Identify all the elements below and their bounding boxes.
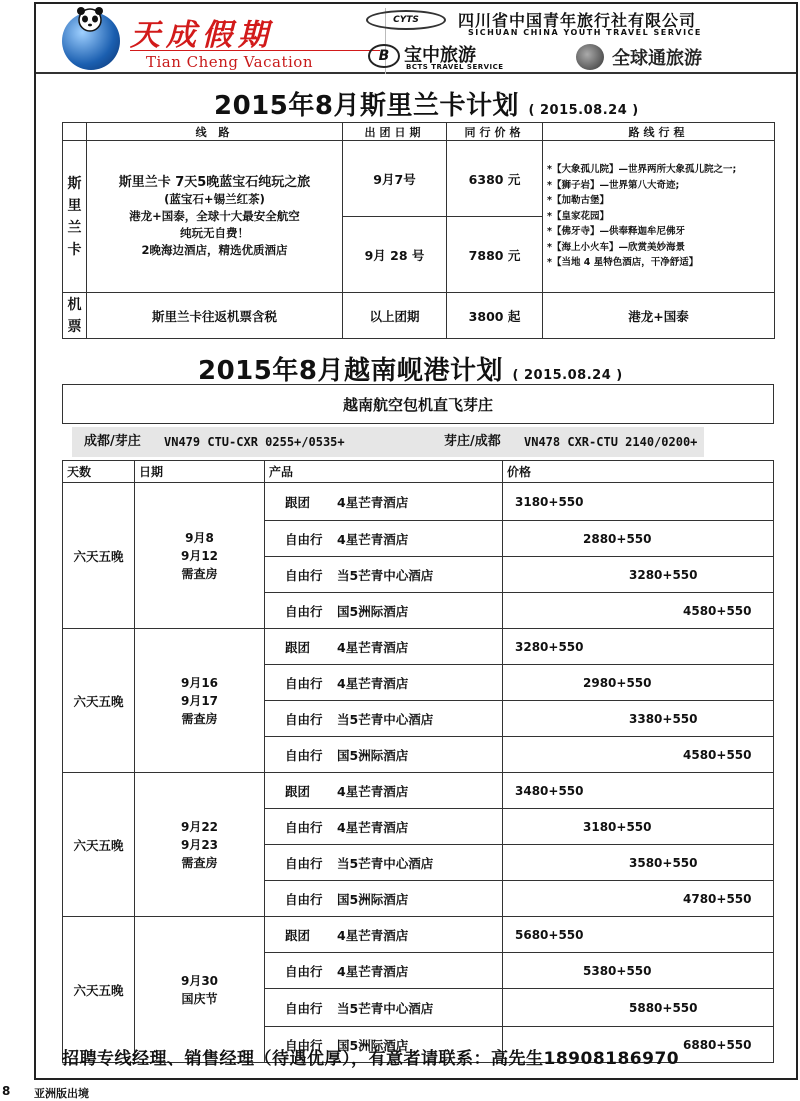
price-cell: 3180+550 — [503, 483, 774, 521]
srilanka-route: 斯里兰卡 7天5晚蓝宝石纯玩之旅 (蓝宝石+锡兰红茶) 港龙+国泰，全球十大最安全航空 纯玩无自费！ 2晚海边酒店，精选优质酒店 — [87, 141, 343, 293]
product-cell — [265, 593, 503, 629]
brand-divider — [130, 50, 380, 51]
srilanka-date: ( 2015.08.24 ) — [528, 103, 639, 118]
product-cell — [265, 483, 503, 521]
duration-cell: 六天五晚 — [63, 629, 135, 773]
hotel-name: 4星芒青酒店 — [337, 494, 409, 510]
price-cell: 5380+550 — [503, 953, 774, 989]
hotel-name: 国5洲际酒店 — [337, 603, 409, 619]
tour-type: 跟团 — [285, 494, 311, 510]
departure-date: 9月7号 — [343, 141, 447, 217]
hotel-name: 4星芒青酒店 — [337, 927, 409, 943]
magazine-name: 亚洲版出境 — [34, 1087, 89, 1100]
cyts-name-en: SICHUAN CHINA YOUTH TRAVEL SERVICE — [468, 28, 702, 37]
hotel-name: 国5洲际酒店 — [337, 1037, 409, 1053]
departure-date: 9月 28 号 — [343, 217, 447, 293]
product-cell — [265, 917, 503, 953]
date-line: 9月30 — [180, 973, 219, 988]
price-cell: 6880+550 — [503, 1027, 774, 1063]
vietnam-date: ( 2015.08.24 ) — [512, 368, 623, 383]
cyts-name-cn: 四川省中国青年旅行社有限公司 — [458, 11, 697, 30]
srilanka-header-route: 线 路 — [87, 123, 343, 141]
recruit-notice: 招聘专线经理、销售经理（待遇优厚），有意者请联系：高先生18908186970 — [62, 1049, 680, 1069]
flight-info-bar — [72, 427, 704, 457]
hotel-name: 4星芒青酒店 — [337, 819, 409, 835]
global-travel-name: 全球通旅游 — [612, 48, 702, 69]
srilanka-header-date: 出团日期 — [343, 123, 447, 141]
flight-out: VN479 CTU-CXR 0255+/0535+ — [164, 435, 345, 449]
hotel-name: 国5洲际酒店 — [337, 891, 409, 907]
tour-type: 自由行 — [285, 1000, 323, 1016]
tour-type: 自由行 — [285, 603, 323, 619]
srilanka-table — [62, 122, 775, 339]
product-cell — [265, 737, 503, 773]
tour-type: 跟团 — [285, 927, 311, 943]
price-cell: 3380+550 — [503, 701, 774, 737]
ticket-date: 以上团期 — [343, 293, 447, 339]
global-travel-logo-icon — [576, 44, 604, 70]
srilanka-header-blank — [63, 123, 87, 141]
tour-type: 自由行 — [285, 1037, 323, 1053]
hotel-name: 4星芒青酒店 — [337, 783, 409, 799]
hotel-name: 当5芒青中心酒店 — [337, 711, 434, 727]
price-cell: 3180+550 — [503, 809, 774, 845]
product-cell — [265, 989, 503, 1027]
dates-cell — [135, 629, 265, 773]
dates-cell — [135, 773, 265, 917]
tour-type: 自由行 — [285, 855, 323, 871]
srilanka-title — [214, 85, 639, 122]
route-main: 斯里兰卡 7天5晚蓝宝石纯玩之旅 — [118, 175, 311, 190]
tour-type: 自由行 — [285, 747, 323, 763]
date-line: 9月8 — [185, 530, 214, 545]
product-cell — [265, 809, 503, 845]
price-cell: 3280+550 — [503, 557, 774, 593]
table-row — [63, 483, 774, 521]
duration-cell: 六天五晚 — [63, 483, 135, 629]
product-cell — [265, 629, 503, 665]
tour-type: 自由行 — [285, 819, 323, 835]
dates-cell — [135, 483, 265, 629]
vietnam-subtitle: 越南航空包机直飞芽庄 — [62, 384, 774, 424]
srilanka-header-row — [63, 123, 775, 141]
dates-cell — [135, 917, 265, 1063]
tour-type: 跟团 — [285, 783, 311, 799]
hotel-name: 国5洲际酒店 — [337, 747, 409, 763]
price-cell: 2980+550 — [503, 665, 774, 701]
price-cell: 3480+550 — [503, 773, 774, 809]
duration-cell: 六天五晚 — [63, 773, 135, 917]
srilanka-itinerary: *【大象孤儿院】—世界两所大象孤儿院之一; *【狮子岩】—世界第八大奇迹; *【加勒古堡】 *【皇家花园】 *【佛牙寺】—供奉释迦牟尼佛牙 *【海上小火车】—欣赏美妙海景 *【当地 4 星特色酒店，干净舒适】 — [543, 141, 775, 293]
header-banner — [36, 4, 796, 74]
date-line: 9月22 — [180, 819, 219, 834]
vietnam-header-days: 天数 — [63, 461, 135, 483]
ticket-route: 斯里兰卡往返机票含税 — [87, 293, 343, 339]
duration-cell: 六天五晚 — [63, 917, 135, 1063]
tour-type: 跟团 — [285, 639, 311, 655]
vietnam-title — [198, 350, 623, 387]
price-cell: 5680+550 — [503, 917, 774, 953]
panda-mascot-icon — [72, 6, 108, 34]
table-row — [63, 917, 774, 953]
ticket-label: 机 票 — [63, 293, 87, 339]
product-cell — [265, 665, 503, 701]
date-line: 9月17 — [180, 693, 219, 708]
hotel-name: 4星芒青酒店 — [337, 675, 409, 691]
departure-price: 6380 元 — [447, 141, 543, 217]
hotel-name: 当5芒青中心酒店 — [337, 1000, 434, 1016]
flight-back-route: 芽庄/成都 — [444, 434, 501, 449]
ticket-price: 3800 起 — [447, 293, 543, 339]
date-line: 需查房 — [181, 566, 218, 581]
vietnam-table — [62, 460, 774, 1063]
tour-type: 自由行 — [285, 531, 323, 547]
tour-type: 自由行 — [285, 891, 323, 907]
vietnam-header-date: 日期 — [135, 461, 265, 483]
flight-out-route: 成都/芽庄 — [84, 434, 141, 449]
hotel-name: 当5芒青中心酒店 — [337, 855, 434, 871]
bcts-logo-icon: B — [368, 44, 400, 68]
date-line: 需查房 — [181, 855, 218, 870]
product-cell — [265, 521, 503, 557]
date-line: 国庆节 — [181, 991, 218, 1006]
product-cell — [265, 773, 503, 809]
brand-name-en: Tian Cheng Vacation — [146, 53, 313, 71]
hotel-name: 4星芒青酒店 — [337, 963, 409, 979]
table-row — [63, 629, 774, 665]
flight-back: VN478 CXR-CTU 2140/0200+ — [524, 435, 698, 449]
hotel-name: 4星芒青酒店 — [337, 531, 409, 547]
vietnam-header-price: 价格 — [503, 461, 774, 483]
srilanka-header-itinerary: 路线行程 — [543, 123, 775, 141]
product-cell — [265, 953, 503, 989]
product-cell — [265, 557, 503, 593]
date-line: 9月12 — [180, 548, 219, 563]
srilanka-row-1 — [63, 141, 775, 217]
price-cell: 3580+550 — [503, 845, 774, 881]
date-line: 9月16 — [180, 675, 219, 690]
hotel-name: 4星芒青酒店 — [337, 639, 409, 655]
brand-name-cn: 天成假期 — [130, 18, 274, 53]
price-cell: 3280+550 — [503, 629, 774, 665]
srilanka-region-label: 斯 里 兰 卡 — [63, 141, 87, 293]
tiancheng-brand — [58, 8, 386, 74]
ticket-airline: 港龙+国泰 — [543, 293, 775, 339]
cyts-logo-icon: CYTS — [366, 10, 446, 30]
price-cell: 4780+550 — [503, 881, 774, 917]
bcts-name-en: BCTS TRAVEL SERVICE — [406, 63, 504, 71]
hotel-name: 当5芒青中心酒店 — [337, 567, 434, 583]
srilanka-ticket-row — [63, 293, 775, 339]
tour-type: 自由行 — [285, 963, 323, 979]
date-line: 需查房 — [181, 711, 218, 726]
price-cell: 4580+550 — [503, 593, 774, 629]
product-cell — [265, 701, 503, 737]
product-cell — [265, 881, 503, 917]
vietnam-title-text: 2015年8月越南岘港计划 — [198, 356, 503, 386]
tour-type: 自由行 — [285, 711, 323, 727]
departure-price: 7880 元 — [447, 217, 543, 293]
bcts-name-cn: 宝中旅游 — [404, 45, 476, 66]
price-cell: 4580+550 — [503, 737, 774, 773]
tour-type: 自由行 — [285, 675, 323, 691]
table-row — [63, 773, 774, 809]
srilanka-header-price: 同行价格 — [447, 123, 543, 141]
product-cell — [265, 845, 503, 881]
vietnam-header-row — [63, 461, 774, 483]
tour-type: 自由行 — [285, 567, 323, 583]
vietnam-header-product: 产品 — [265, 461, 503, 483]
price-cell: 5880+550 — [503, 989, 774, 1027]
page-number: 8 — [2, 1084, 11, 1098]
srilanka-title-text: 2015年8月斯里兰卡计划 — [214, 91, 519, 121]
price-cell: 2880+550 — [503, 521, 774, 557]
date-line: 9月23 — [180, 837, 219, 852]
